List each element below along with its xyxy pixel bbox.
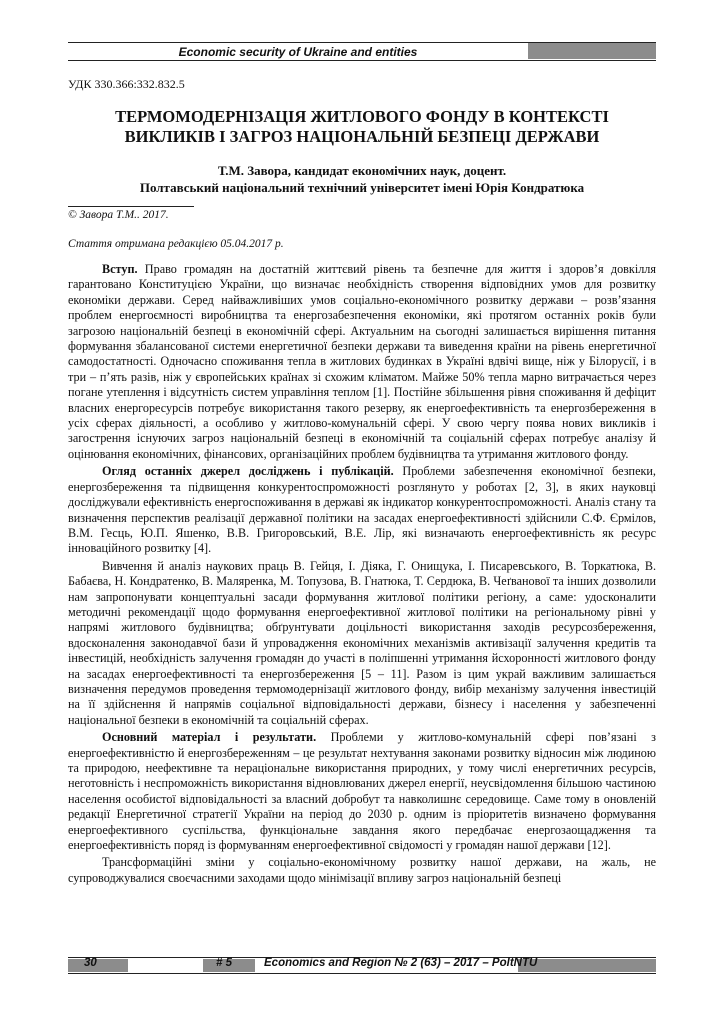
journal-name: Economics and Region № 2 (63) – 2017 – PoltNTU [264, 957, 538, 969]
footer-bottom-rule [68, 973, 656, 974]
copyright: © Завора Т.М.. 2017. [68, 209, 169, 221]
received-date: Стаття отримана редакцією 05.04.2017 р. [68, 238, 284, 250]
footer-gray-block [68, 959, 128, 972]
page-footer [68, 957, 656, 973]
paragraph-lead: Вступ. [102, 262, 138, 276]
journal-section-header: Economic security of Ukraine and entities [178, 45, 418, 59]
copyright-rule [68, 206, 194, 207]
header-gray-bar [528, 43, 656, 59]
article-title [68, 107, 656, 147]
paragraph-lead: Основний матеріал і результати. [102, 730, 317, 745]
paragraph-introduction [68, 262, 656, 462]
paragraph-lead: Огляд останніх джерел досліджень і публікацій. [102, 464, 394, 479]
title-line-2: ВИКЛИКІВ І ЗАГРОЗ НАЦІОНАЛЬНІЙ БЕЗПЕЦІ ДЕРЖАВИ [124, 127, 600, 146]
paragraph-transformation [68, 855, 656, 886]
paragraph-text: Право громадян на достатній життєвий рівень та безпечне для життя і здоров’я довкілля гарантовано Конституцією України, що визначає необхідність створення відповідних умов для розвитку економіки держави. Серед найважливіших умов соціально-економічного розвитку держави – розв’язання проблем енергоємності виробництва та енергозабезпечення економіки, які протягом останніх років були загрозою національній безпеці в економічній сфері. Актуальним на сьогодні залишається вирішення питання формування збалансованої системи енергетичної безпеки держави та виведення країни на рівень енергетичної самодостатності. Одночасно споживання тепла в житлових будинках в Україні вдвічі вище, ніж у Білорусії, і в три – п’ять разів, ніж у європейських країнах зі схожим кліматом. Майже 50% тепла марно витрачається через погане утеплення і відсутність систем управління теплом [1]. Постійне збільшення рівня споживання й дефіцит власних енергоресурсів потребує використання такого резерву, як енергоефективність та енергозбереження в усіх сферах діяльності, а особливо у житлово-комунальній сфері. У свою чергу поява нових викликів і загострення існуючих загроз національній безпеці в економічній та соціальній сферах потребує аналізу й оцінювання економічних, фінансових, організаційних проблем будівництва та утримання житлового фонду. [68, 262, 656, 461]
paragraph-main-material [68, 730, 656, 853]
author-block [68, 162, 656, 196]
header-bottom-rule [68, 60, 656, 61]
affiliation: Полтавський національний технічний університет імені Юрія Кондратюка [139, 180, 585, 195]
title-line-1: ТЕРМОМОДЕРНІЗАЦІЯ ЖИТЛОВОГО ФОНДУ В КОНТЕКСТІ [115, 107, 609, 126]
paragraph-text: Трансформаційні зміни у соціально-економічному розвитку нашої держави, на жаль, не супроводжувалися своєчасними заходами щодо мінімізації впливу загроз національній безпеці [68, 855, 656, 885]
page-number: 30 [84, 957, 97, 969]
paragraph-literature-review [68, 464, 656, 556]
author-line: Т.М. Завора, кандидат економічних наук, доцент. [217, 163, 507, 178]
udc-code: УДК 330.366:332.832.5 [68, 77, 185, 91]
paragraph-text: Вивчення й аналіз наукових праць В. Гейця, І. Діяка, Г. Онищука, І. Писаревського, В. Торкатюка, В. Бабаєва, Н. Кондратенко, В. Маляренка, М. Топузова, В. Гнатюка, Т. Сердюка, В. Чеґванової та інших дозволили нам запропонувати концептуальні засади формування житлової політики регіону, а саме: удосконалити методичні рекомендації щодо формування енергоефективної житлової політики на регіональному рівні у напрямі житлового будівництва; обґрунтувати доцільності використання заходів ресурсозбереження, вдосконалення законодавчої бази й упровадження економічних механізмів активізації залучення кредитів та інвестицій, необхідність залучення громадян до участі в поліпшенні утримання йсхоронності житлового фонду на засадах енергоефективності та енергозбереження [5 – 11]. Разом із цим украй важливим залишається визначення передумов проведення термомодернізації житлового фонду, вибір механізму залучення інвестицій на її здійснення й напрямів соціальної відповідальності держави, бізнесу і населення у забезпеченні національної безпеки в економічній та соціальній сферах. [68, 558, 656, 727]
article-body [68, 262, 656, 888]
paragraph-text: Проблеми у житлово-комунальній сфері пов’язані з енергоефективністю й енергозбереженням – це результат нехтування законами розвитку відносин між людиною та природою, неефективне та нераціональне використання природних, у тому числі енергетичних ресурсів, неготовність і неспроможність використання відновлюваних джерел енергії, неусвідомлення більшою частиною населення особистої відповідальності за власний добробут та навколишнє середовище. Саме тому в оновленій редакції Енергетичної стратегії України на період до 2030 р. одним із пріоритетів визначено формування енергоефективного суспільства, функціональне завдання якого передбачає енергозаощадження та енергоефективність поряд із формуванням енергоефективної свідомості у громадян нашої держави [12]. [68, 730, 656, 853]
footer-gray-block [518, 959, 656, 972]
issue-number: # 5 [216, 957, 232, 969]
paragraph-analysis [68, 559, 656, 728]
paragraph-text: Проблеми забезпечення економічної безпеки, енергозбереження та підвищення конкурентоспроможності розглянуто у роботах [2, 3], в яких науковці досліджували ефективність енергоспоживання в державі як індикатор конкурентоспроможності. Аналіз стану та визначення перспектив реалізації державної політики на засадах енергоефективності здійснили С.Ф. Єрмілов, В.М. Гесць, Ю.П. Яшенко, В.В. Григоровський, В.Е. Лір, які визначають енергоефективність як ресурс інноваційного розвитку [4]. [68, 464, 656, 556]
